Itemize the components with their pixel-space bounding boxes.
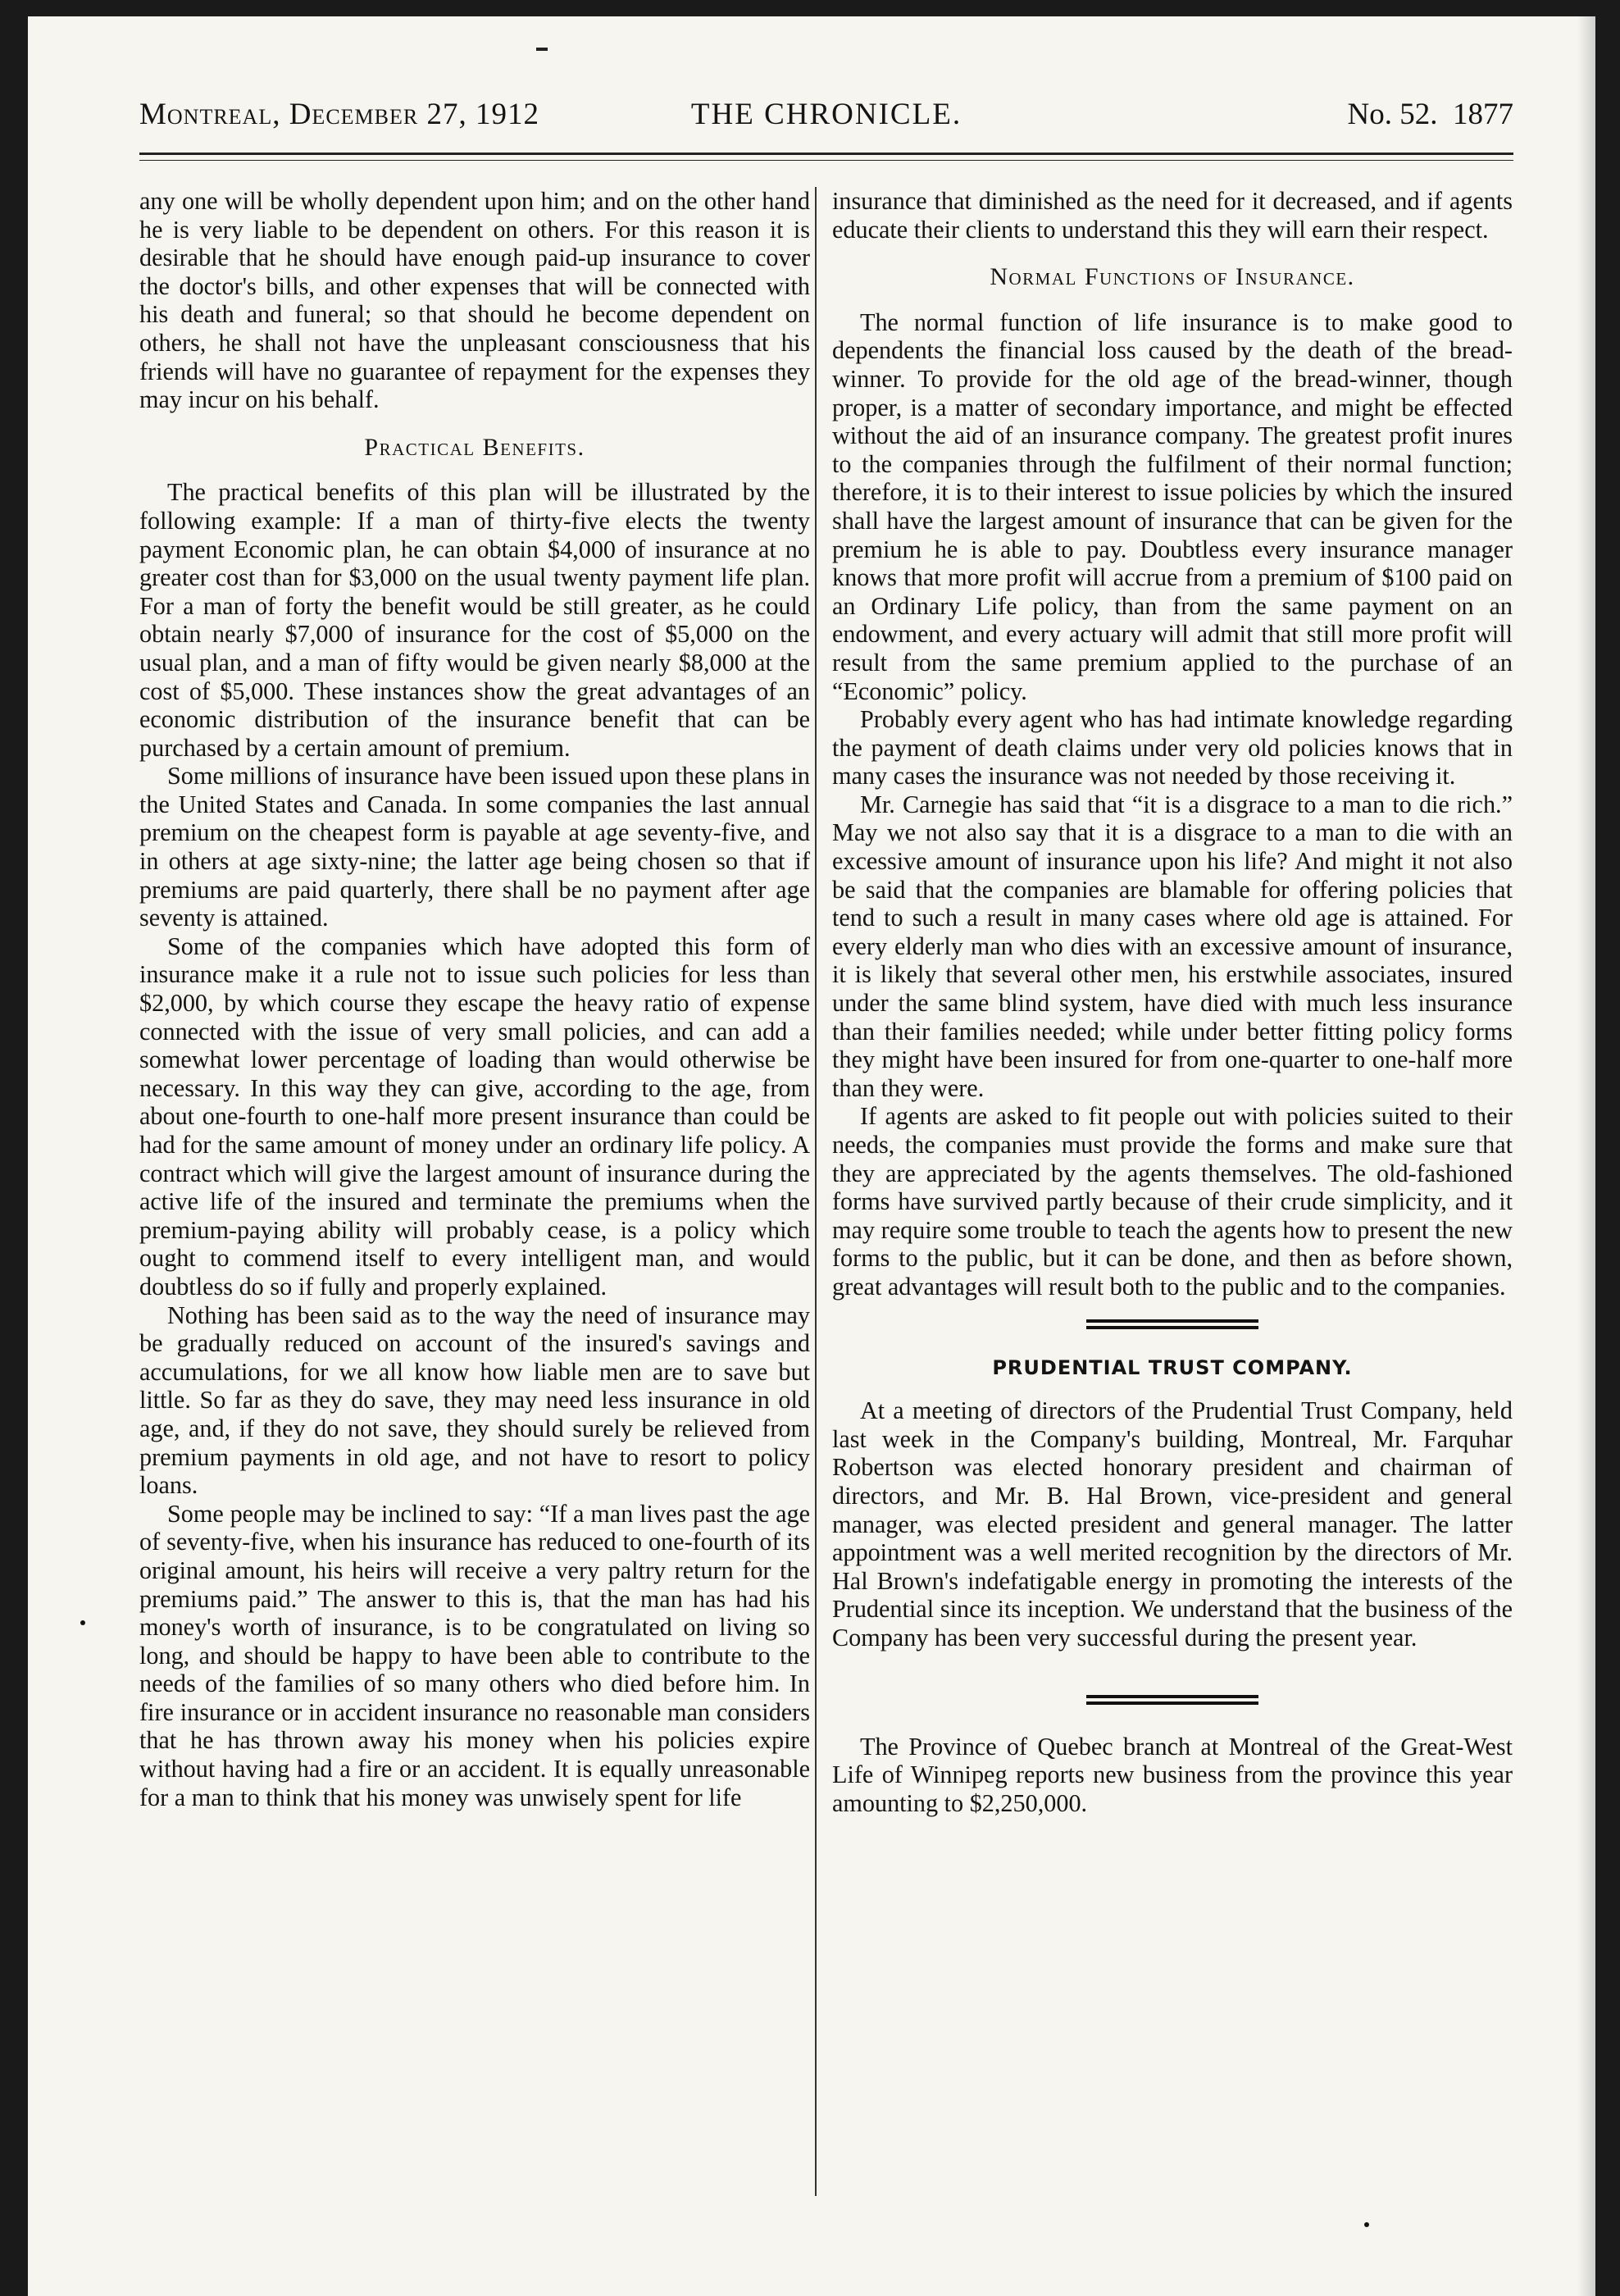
page-edge-shadow xyxy=(1577,16,1595,2296)
print-mark xyxy=(536,48,548,51)
section-divider xyxy=(1086,1319,1258,1329)
right-paragraph-3: Probably every agent who has had intimate knowledge regarding the payment of death claims under very old policies knows that in many cases the insurance was not needed by those receiving it. xyxy=(832,705,1513,790)
column-separator xyxy=(815,187,817,2196)
header-place-date: Montreal, December 27, 1912 xyxy=(139,98,539,131)
margin-dot xyxy=(80,1620,85,1625)
section-divider-2 xyxy=(1086,1695,1258,1705)
left-paragraph-3: Some millions of insurance have been issued upon these plans in the United States and Canada. In some companies the last annual premium on the cheapest form is payable at age seventy-five, and in others at age sixty-nine; the latter age being chosen so that if premiums are paid quarterly, there shall be no payment after age seventy is attained. xyxy=(139,762,810,932)
heading-normal-functions: Normal Functions of Insurance. xyxy=(990,263,1355,291)
left-paragraph-6: Some people may be inclined to say: “If a man lives past the age of seventy-five, when his insurance has reduced to one-fourth of its original amount, his heirs will receive a very paltry return for the premiums paid.” The answer to this is, that the man has had his money's worth of insurance, is to be congratulated on living so long, and should be happy to have been able to contribute to the needs of the families of so many others who died before him. In fire insurance or in accident insurance no reasonable man considers that he has thrown away his money when his policies expire without having had a fire or an accident. It is equally unreasonable for a man to think that his money was unwisely spent for life xyxy=(139,1499,810,1811)
page-header xyxy=(139,97,1513,138)
left-column xyxy=(139,187,810,1811)
heading-practical-benefits: Practical Benefits. xyxy=(364,433,585,461)
prudential-paragraph: At a meeting of directors of the Prudential Trust Company, held last week in the Company's building, Montreal, Mr. Farquhar Robertson was elected honorary president and chairman of directors, and Mr. B. Hal Brown, vice-president and general manager, was elected president and general manager. The latter appointment was a well merited recognition by the directors of Mr. Hal Brown's indefatigable energy in promoting the interests of the Prudential since its inception. We understand that the business of the Company has been very successful during the present year. xyxy=(832,1396,1513,1651)
header-issue-page xyxy=(1348,97,1513,132)
left-paragraph-2: The practical benefits of this plan will be illustrated by the following example: If a man of thirty-five elects the twenty payment Economic plan, he can obtain $4,000 of insurance at no greater cost than for $3,000 on the usual twenty payment life plan. For a man of forty the benefit would be still greater, as he could obtain nearly $7,000 of insurance for the cost of $5,000 on the usual plan, and a man of fifty would be given nearly $8,000 at the cost of $5,000. These instances show the great advantages of an economic distribution of the insurance benefit that can be purchased by a certain amount of premium. xyxy=(139,478,810,762)
header-issue: No. 52. xyxy=(1347,98,1438,131)
header-rule-thin xyxy=(139,160,1513,161)
left-paragraph-4: Some of the companies which have adopted this form of insurance make it a rule not to issue such policies for less than $2,000, by which course they escape the heavy ratio of expense connected with the issue of very small policies, and can add a somewhat lower percentage of loading than would otherwise be necessary. In this way they can give, according to the age, from about one-fourth to one-half more present insurance than could be had for the same amount of money under an ordinary life policy. A contract which will give the largest amount of insurance during the active life of the insured and terminate the premiums when the premium-paying ability will probably cease, is a policy which ought to commend itself to every intelligent man, and would doubtless do so if fully and properly explained. xyxy=(139,932,810,1301)
heading-prudential-trust: PRUDENTIAL TRUST COMPANY. xyxy=(992,1355,1353,1379)
page-sheet xyxy=(28,16,1595,2296)
right-paragraph-4: Mr. Carnegie has said that “it is a disgrace to a man to die rich.” May we not also say that it is a disgrace to a man to die with an excessive amount of insurance upon his life? And might it not also be said that the companies are blamable for offering policies that tend to such a result in many cases where old age is attained. For every elderly man who dies with an excessive amount of insurance, it is likely that several other men, his erstwhile associates, insured under the same blind system, have died with much less insurance than their families needed; while under better fitting policy forms they might have been insured for from one-quarter to one-half more than they were. xyxy=(832,790,1513,1102)
header-rule-thick xyxy=(139,153,1513,155)
right-paragraph-5: If agents are asked to fit people out with policies suited to their needs, the companies must provide the forms and make sure that they are appreciated by the agents themselves. The old-fashioned forms have survived partly because of their crude simplicity, and it may require some trouble to teach the agents how to present the new forms to the public, but it can be done, and then as before shown, great advantages will result both to the public and to the companies. xyxy=(832,1102,1513,1301)
right-paragraph-2: The normal function of life insurance is to make good to dependents the financial loss caused by the death of the bread-winner. To provide for the old age of the bread-winner, though proper, is a matter of secondary importance, and might be effected without the aid of an insurance company. The greatest profit inures to the companies through the fulfilment of their normal function; therefore, it is to their interest to issue policies by which the insured shall have the largest amount of insurance that can be given for the premium he is able to pay. Doubtless every insurance manager knows that more profit will accrue from a premium of $100 paid on an Ordinary Life policy, than from the same payment on an endowment, and every actuary will admit that still more profit will result from the same premium applied to the purchase of an “Economic” policy. xyxy=(832,308,1513,705)
left-paragraph-5: Nothing has been said as to the way the need of insurance may be gradually reduced on account of the insured's savings and accumulations, for we all know how liable men are to save but little. So far as they do save, they may need less insurance in old age, and, if they do not save, they should surely be relieved from premium payments in old age, and not have to resort to policy loans. xyxy=(139,1301,810,1500)
footer-dot xyxy=(1364,2222,1369,2227)
great-west-paragraph: The Province of Quebec branch at Montreal of the Great-West Life of Winnipeg reports new business from the province this year amounting to $2,250,000. xyxy=(832,1732,1513,1817)
right-column xyxy=(832,187,1513,1817)
header-title: THE CHRONICLE. xyxy=(690,98,962,131)
header-page-number: 1877 xyxy=(1453,98,1513,131)
right-paragraph-1: insurance that diminished as the need for it decreased, and if agents educate their clients to understand this they will earn their respect. xyxy=(832,187,1513,244)
left-paragraph-1: any one will be wholly dependent upon him; and on the other hand he is very liable to be dependent on others. For this reason it is desirable that he should have enough paid-up insurance to cover the doctor's bills, and other expenses that will be connected with his death and funeral; so that should he become dependent on others, he shall not have the unpleasant consciousness that his friends will have no guarantee of repayment for the expenses they may incur on his behalf. xyxy=(139,187,810,414)
